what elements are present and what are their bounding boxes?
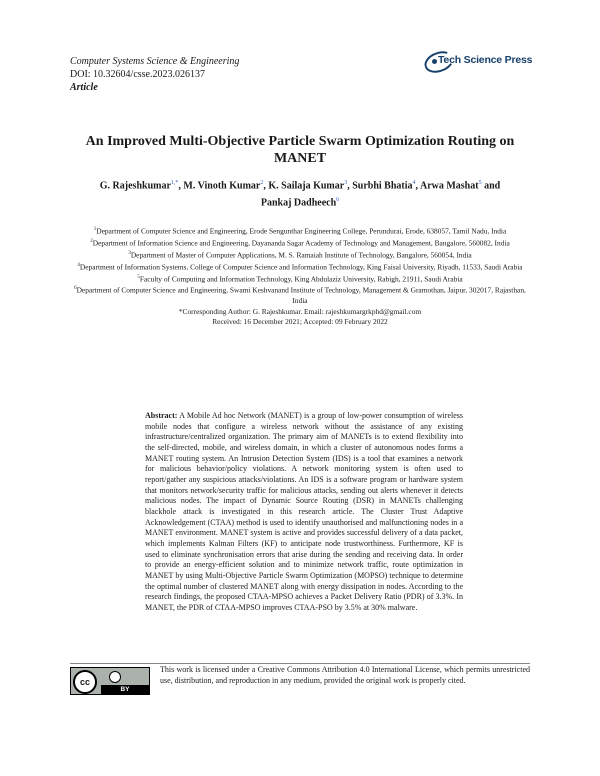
title-line: MANET bbox=[273, 151, 327, 166]
abstract-text: A Mobile Ad hoc Network (MANET) is a group of low-power consumption of wireless mobile nodes that configure a wireless network without the assistance of any existing infrastructure/centralized organization. The primary aim of MANETs is to extend flexibility into the self-directed, mobile, and wireless domain, in which a cluster of autonomous nodes forms a MANET routing system. An Intrusion Detection System (IDS) is a tool that examines a network for malicious behavior/policy violations. A network monitoring system is often used to report/gather any suspicious attacks/violations. An IDS is a software program or hardware system that monitors network/security traffic for malicious attacks, sending out alerts whenever it detects malicious nodes. The impact of Dynamic Source Routing (DSR) in MANETs challenging blackhole attack is investigated in this research article. The Cluster Trust Adaptive Acknowledgement (CTAA) method is used to identify unauthorised and malfunctioning nodes in a MANET environment. MANET system is active and provides successful delivery of a data packet, which implements Kalman Filters (KF) to anticipate node trustworthiness. Furthermore, KF is used to eliminate synchronisation errors that arise during the sending and receiving data. In order to provide an energy-efficient solution and to minimize network traffic, route optimization in MANET by using Multi-Objective Particle Swarm Optimization (MOPSO) technique to determine the optimal number of clustered MANET along with energy dissipation in nodes. According to the research findings, the proposed CTAA-MPSO achieves a Packet Delivery Ratio (PDR) of 3.3%. In MANET, the PDR of CTAA-MPSO improves CTAA-PSO by 3.5% at 30% malware. bbox=[145, 411, 463, 612]
doi: DOI: 10.32604/csse.2023.026137 bbox=[70, 69, 205, 80]
author-name: M. Vinoth Kumar bbox=[183, 180, 261, 192]
author-name: G. Rajeshkumar bbox=[99, 180, 171, 192]
attribution-person-icon bbox=[109, 671, 121, 683]
publisher-logo bbox=[424, 50, 534, 70]
affiliation bbox=[70, 225, 530, 237]
abstract bbox=[145, 411, 463, 613]
creative-commons-icon: cc bbox=[73, 670, 97, 694]
author-name: K. Sailaja Kumar bbox=[268, 180, 345, 192]
affiliation bbox=[70, 273, 530, 285]
cc-by-badge[interactable] bbox=[70, 667, 150, 695]
article-type: Article bbox=[70, 82, 98, 93]
author-name: Arwa Mashat bbox=[419, 180, 479, 192]
affiliations bbox=[70, 225, 530, 327]
author-affiliation-ref[interactable]: 3 bbox=[344, 180, 348, 186]
affiliation-text: Department of Computer Science and Engineering, Swami Keshvanand Institute of Technology, Management & Gramothan, Jaipur, 302017, Rajasthan, India bbox=[76, 285, 526, 306]
authors-conjunction: and bbox=[484, 180, 501, 192]
corresponding-author[interactable]: *Corresponding Author: G. Rajeshkumar. Email: rajeshkumargrkphd@gmail.com bbox=[178, 306, 422, 316]
author-list: G. Rajeshkumar$^{1,*}$, M. Vinoth Kumar$^2$, K. Sailaja Kumar$^3$, Surbhi Bhatia$^4$, Arwa Mashat$^5$ and Pankaj Dadheech$^6$ bbox=[99, 180, 501, 209]
affiliation-number: 3 bbox=[128, 250, 131, 256]
author-affiliation-ref[interactable]: 1,* bbox=[170, 180, 179, 186]
affiliation-text: Faculty of Computing and Information Technology, King Abdulaziz University, Rabigh, 21911, Saudi Arabia bbox=[139, 273, 463, 283]
affiliation-number: 6 bbox=[74, 286, 77, 292]
affiliation-number: 5 bbox=[137, 274, 140, 280]
author-name: Surbhi Bhatia bbox=[352, 180, 413, 192]
affiliation bbox=[70, 237, 530, 249]
author-affiliation-ref[interactable]: 2 bbox=[260, 180, 264, 186]
affiliation-number: 1 bbox=[93, 227, 97, 232]
by-label: BY bbox=[120, 686, 130, 693]
affiliation bbox=[70, 261, 530, 273]
affiliation-number: 4 bbox=[77, 262, 80, 268]
affiliation bbox=[70, 284, 530, 306]
paper-title bbox=[70, 133, 530, 167]
affiliation-number: 2 bbox=[90, 238, 93, 244]
author-affiliation-ref[interactable]: 4 bbox=[412, 180, 416, 186]
abstract-label: Abstract: bbox=[145, 411, 178, 420]
author-affiliation-ref[interactable]: 6 bbox=[336, 197, 340, 204]
affiliation-text: Department of Computer Science and Engineering, Erode Sengunthar Engineering College, Perundurai, Erode, 638057, Tamil Nadu, India bbox=[96, 226, 507, 236]
author-affiliation-ref[interactable]: 5 bbox=[478, 180, 482, 186]
received-accepted-dates: Received: 16 December 2021; Accepted: 09 February 2022 bbox=[212, 317, 388, 327]
affiliation bbox=[70, 249, 530, 261]
license-text: This work is licensed under a Creative Commons Attribution 4.0 International License, which permits unrestricted use, distribution, and reproduction in any medium, provided the original work is properly cited. bbox=[160, 665, 530, 685]
affiliation-text: Department of Information Science and Engineering, Dayananda Sagar Academy of Technology and Management, Bangalore, 560082, India bbox=[92, 238, 510, 248]
journal-name: Computer Systems Science & Engineering bbox=[70, 56, 240, 67]
author-name: Pankaj Dadheech bbox=[260, 197, 337, 209]
title-line: An Improved Multi-Objective Particle Swarm Optimization Routing on bbox=[85, 134, 515, 149]
affiliation-text: Department of Information Systems, College of Computer Science and Information Technology, King Faisal University, Riyadh, 11533, Saudi Arabia bbox=[79, 262, 523, 272]
publisher-name: Tech Science Press bbox=[438, 54, 533, 66]
publisher-dot-icon bbox=[432, 59, 437, 64]
affiliation-text: Department of Master of Computer Applications, M. S. Ramaiah Institute of Technology, Bangalore, 560054, India bbox=[130, 250, 472, 260]
license-divider bbox=[70, 663, 530, 664]
